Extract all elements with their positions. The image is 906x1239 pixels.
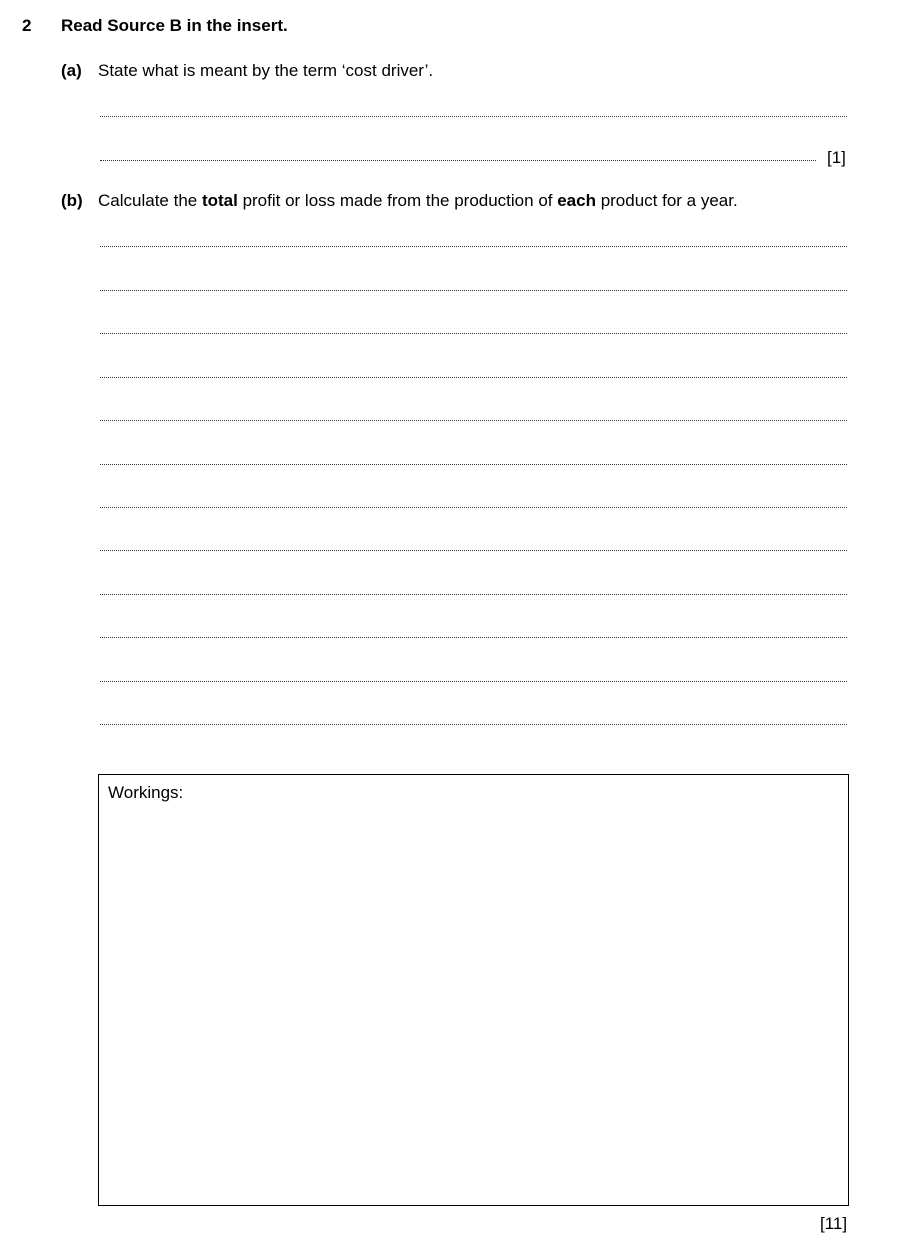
part-a-label: (a) [61, 61, 82, 80]
part-b-text-bold-total: total [201, 191, 238, 210]
answer-line-b-2[interactable] [100, 290, 847, 291]
part-b-text-bold-each: each [557, 191, 596, 210]
answer-line-a-1[interactable] [100, 116, 847, 117]
answer-line-b-10[interactable] [100, 637, 847, 638]
workings-box[interactable] [98, 774, 849, 1206]
answer-line-b-5[interactable] [100, 420, 847, 421]
answer-line-b-9[interactable] [100, 594, 847, 595]
part-b-label: (b) [61, 191, 83, 210]
answer-line-b-11[interactable] [100, 681, 847, 682]
answer-line-b-7[interactable] [100, 507, 847, 508]
question-instruction: Read Source B in the insert. [61, 16, 288, 35]
answer-line-b-6[interactable] [100, 464, 847, 465]
answer-line-b-12[interactable] [100, 724, 847, 725]
part-b-text [98, 191, 738, 211]
answer-line-a-2[interactable] [100, 160, 816, 161]
workings-label: Workings: [108, 783, 184, 802]
question-number: 2 [22, 16, 32, 35]
part-b-marks: [11] [820, 1214, 848, 1233]
part-b-text-3: product for a year. [595, 191, 738, 210]
answer-line-b-1[interactable] [100, 246, 847, 247]
answer-line-b-3[interactable] [100, 333, 847, 334]
part-b-text-1: Calculate the [98, 191, 202, 210]
part-a-marks: [1] [827, 148, 846, 167]
answer-line-b-8[interactable] [100, 550, 847, 551]
part-b-text-2: profit or loss made from the production of [237, 191, 558, 210]
part-a-text: State what is meant by the term ‘cost driver’. [98, 61, 434, 80]
answer-line-b-4[interactable] [100, 377, 847, 378]
